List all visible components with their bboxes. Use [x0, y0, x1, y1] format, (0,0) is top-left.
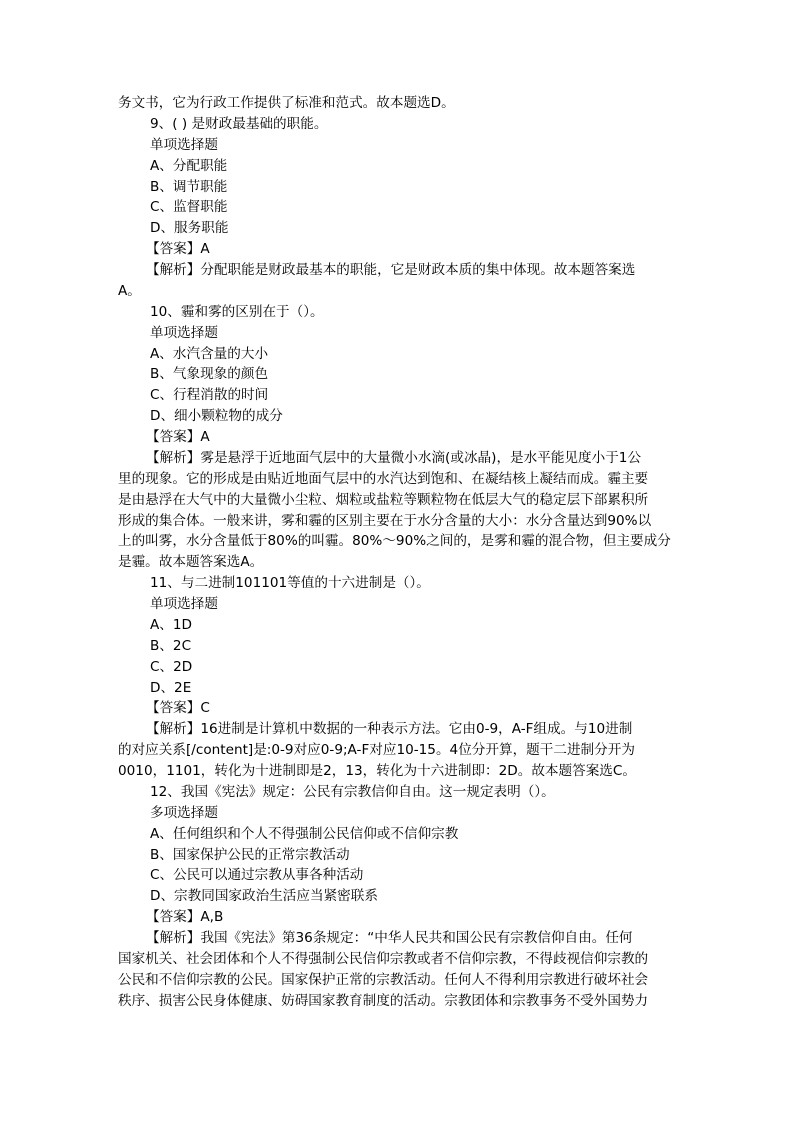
option-d: D、2E: [150, 679, 192, 696]
explanation-line: 上的叫雾，水分含量低于80%的叫霾。80%～90%之间的，是雾和霾的混合物，但主要成分: [118, 533, 671, 550]
option-b: B、国家保护公民的正常宗教活动: [150, 846, 350, 863]
option-b: B、气象现象的颜色: [150, 366, 269, 383]
option-d: D、宗教同国家政治生活应当紧密联系: [150, 888, 378, 905]
explanation-line: 公民和不信仰宗教的公民。国家保护正常的宗教活动。任何人不得利用宗教进行破坏社会: [118, 971, 649, 988]
explanation-line: 是由悬浮在大气中的大量微小尘粒、烟粒或盐粒等颗粒物在低层大气的稳定层下部累积所: [118, 491, 649, 508]
question-type: 单项选择题: [150, 136, 218, 153]
option-a: A、1D: [150, 616, 193, 633]
question-type: 多项选择题: [150, 804, 218, 821]
answer: 【答案】A: [146, 429, 210, 445]
question-10: 10、霾和雾的区别在于（）。: [150, 303, 324, 320]
explanation: 【解析】16进制是计算机中数据的一种表示方法。它由0-9，A-F组成。与10进制: [146, 721, 633, 738]
answer: 【答案】A,B: [146, 909, 224, 926]
explanation-line: 形成的集合体。一般来讲，雾和霾的区别主要在于水分含量的大小：水分含量达到90%以: [118, 512, 652, 529]
option-a: A、任何组织和个人不得强制公民信仰或不信仰宗教: [150, 825, 459, 842]
option-a: A、分配职能: [150, 157, 228, 174]
question-type: 单项选择题: [150, 596, 218, 612]
explanation: 【解析】我国《宪法》第36条规定：“中华人民共和国公民有宗教信仰自由。任何: [146, 930, 633, 946]
option-d: D、细小颗粒物的成分: [150, 408, 283, 425]
explanation-line: 0010，1101，转化为十进制即是2，13，转化为十六进制即：2D。故本题答案选C。: [118, 763, 636, 779]
answer: 【答案】C: [146, 700, 210, 717]
explanation-line: 里的现象。它的形成是由贴近地面气层中的水汽达到饱和、在凝结核上凝结而成。霾主要: [118, 470, 649, 487]
explanation-line: 国家机关、社会团体和个人不得强制公民信仰宗教或者不信仰宗教，不得歧视信仰宗教的: [118, 950, 649, 967]
option-c: C、公民可以通过宗教从事各种活动: [150, 867, 364, 884]
option-d: D、服务职能: [150, 220, 229, 237]
option-a: A、水汽含量的大小: [150, 345, 269, 362]
explanation-line: A。: [118, 282, 141, 299]
question-type: 单项选择题: [150, 324, 218, 341]
option-b: B、调节职能: [150, 178, 228, 195]
option-c: C、监督职能: [150, 199, 228, 216]
question-9: 9、( ) 是财政最基础的职能。: [150, 115, 328, 132]
paragraph-continuation: 务文书，它为行政工作提供了标准和范式。故本题选D。: [118, 95, 455, 111]
explanation-line: 的对应关系[/content]是:0-9对应0-9;A-F对应10-15。4位分开算，题干二进制分开为: [118, 742, 635, 759]
document-page: [118, 93, 688, 1012]
option-c: C、行程消散的时间: [150, 387, 269, 404]
explanation: 【解析】分配职能是财政最基本的职能，它是财政本质的集中体现。故本题答案选: [146, 262, 636, 278]
answer: 【答案】A: [146, 241, 210, 258]
option-c: C、2D: [150, 658, 193, 675]
question-12: 12、我国《宪法》规定：公民有宗教信仰自由。这一规定表明（）。: [150, 783, 555, 800]
question-11: 11、与二进制101101等值的十六进制是（）。: [150, 575, 430, 592]
explanation-line: 秩序、损害公民身体健康、妨碍国家教育制度的活动。宗教团体和宗教事务不受外国势力: [118, 992, 649, 1009]
explanation-line: 是霾。故本题答案选A。: [118, 554, 264, 571]
explanation: 【解析】雾是悬浮于近地面气层中的大量微小水滴(或冰晶)，是水平能见度小于1公: [146, 449, 642, 466]
option-b: B、2C: [150, 637, 192, 654]
